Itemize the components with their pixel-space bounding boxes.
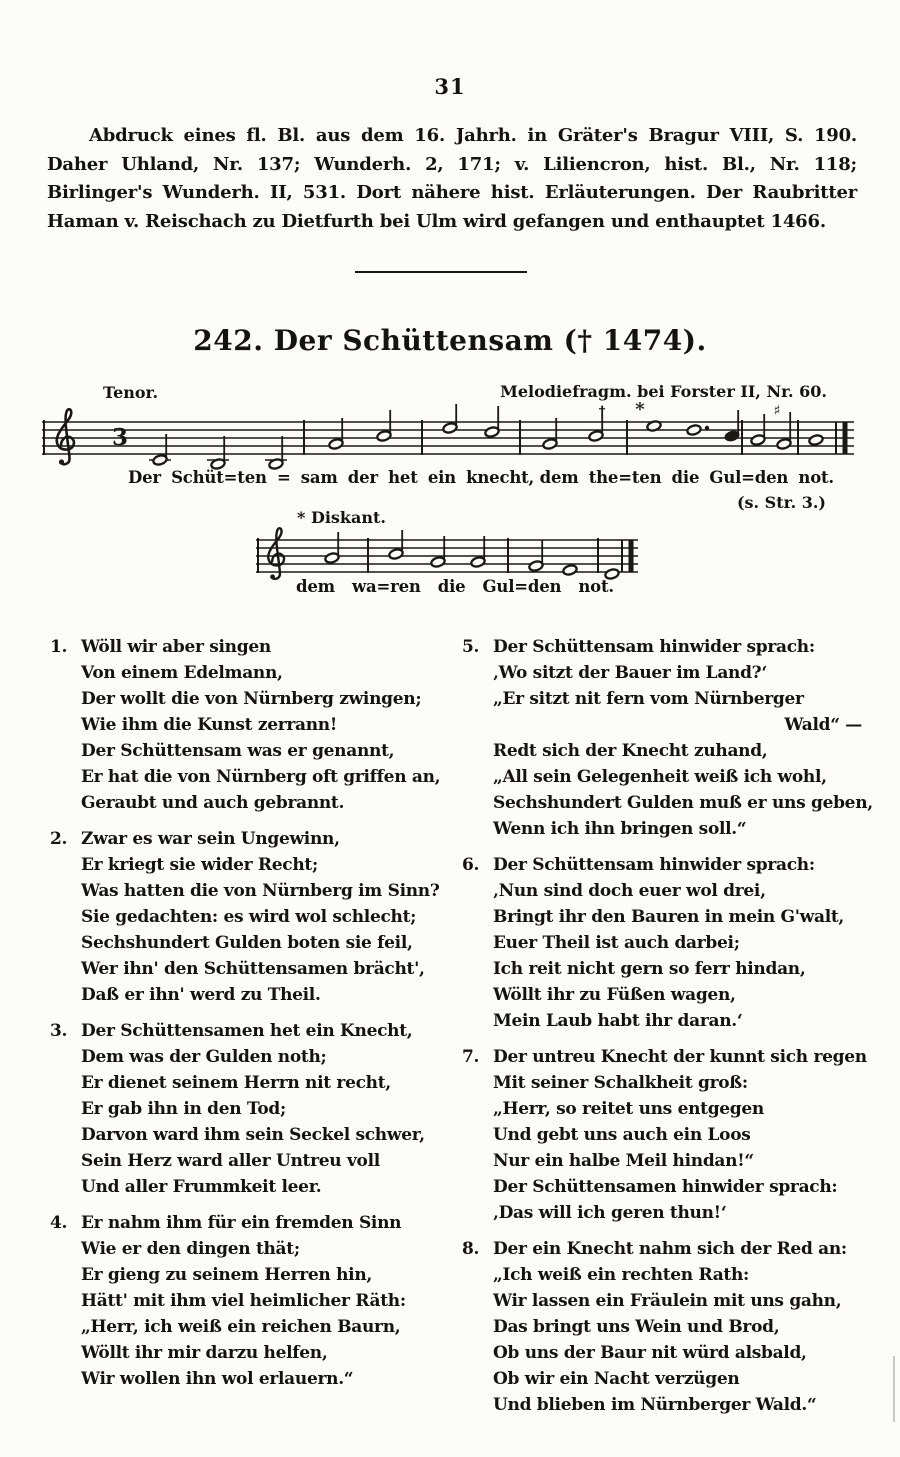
note — [808, 434, 823, 446]
verse-line: Und blieben im Nürnberger Wald.“ — [493, 1395, 817, 1415]
verse-line: ‚Das will ich geren thun!‘ — [493, 1203, 727, 1223]
verse-line: Wie ihm die Kunst zerrann! — [81, 715, 338, 735]
lyric-syllable: die — [671, 468, 700, 487]
half-notehead — [388, 548, 403, 560]
verse-line: Der untreu Knecht der kunnt sich regen — [493, 1047, 867, 1067]
scan-artifact-line — [893, 1356, 895, 1422]
verse-line: Sein Herz ward aller Untreu voll — [81, 1151, 380, 1171]
lyric-syllable: Gul=den — [482, 577, 562, 596]
half-notehead — [376, 430, 391, 442]
verse-number: 6. — [462, 855, 480, 875]
note — [430, 536, 445, 568]
verse-line: Redt sich der Knecht zuhand, — [493, 741, 768, 761]
verse-line: Wie er den dingen thät; — [81, 1239, 300, 1259]
verse-number: 2. — [50, 829, 68, 849]
note — [388, 530, 403, 560]
lyric-syllable: sam — [300, 468, 338, 487]
verse-line: Er gieng zu seinem Herren hin, — [81, 1265, 372, 1285]
verse-stanza — [50, 1018, 458, 1200]
final-barline-thick — [629, 540, 634, 572]
half-notehead — [328, 438, 343, 450]
verse-line: Was hatten die von Nürnberg im Sinn? — [81, 881, 440, 901]
time-signature: 3 — [111, 424, 129, 451]
source-note-paragraph: Abdruck eines fl. Bl. aus dem 16. Jahrh. in Gräter's Bragur VIII, S. 190. Daher Uhland, Nr. 137; Wunderh. 2, 171; v. Liliencron, hist. Bl., Nr. 118; Birlinger's Wunderh. II, 531. Dort nähere hist. Erläuterungen. Der Raubritter Haman v. Reischach zu Dietfurth bei Ulm wird gefangen und enthauptet 1466. — [47, 125, 857, 232]
lyric-syllable: not. — [798, 468, 834, 487]
verse-line: Er nahm ihm für ein fremden Sinn — [81, 1213, 402, 1233]
verse-line: Wöllt ihr zu Füßen wagen, — [493, 985, 736, 1005]
verse-line: Zwar es war sein Ungewinn, — [81, 829, 340, 849]
verse-line: Ob wir ein Nacht verzügen — [493, 1369, 740, 1389]
half-notehead — [528, 560, 543, 572]
lyric-syllable: the=ten — [588, 468, 662, 487]
verse-line: Von einem Edelmann, — [81, 663, 283, 683]
lyric-syllable: not. — [578, 577, 614, 596]
verse-line: Darvon ward ihm sein Seckel schwer, — [81, 1125, 425, 1145]
verse-stanza — [50, 634, 458, 816]
lyric-syllable: Gul=den — [709, 468, 789, 487]
verse-line: Er kriegt sie wider Recht; — [81, 855, 318, 875]
verse-line: Geraubt und auch gebrannt. — [81, 793, 345, 813]
verse-line: Der Schüttensam hinwider sprach: — [493, 637, 815, 657]
verse-line: Mein Laub habt ihr daran.‘ — [493, 1011, 743, 1031]
verse-line: Wir lassen ein Fräulein mit uns gahn, — [493, 1291, 842, 1311]
verse-line: Daß er ihn' werd zu Theil. — [81, 985, 321, 1005]
verse-line: Wöll wir aber singen — [81, 637, 271, 657]
melody-source-label: Melodiefragm. bei Forster II, Nr. 60. — [500, 382, 827, 401]
diskant-staff-lyrics — [296, 577, 614, 596]
verse-number: 1. — [50, 637, 68, 657]
verse-line: Wenn ich ihn bringen soll.“ — [493, 819, 747, 839]
lyric-syllable: knecht, dem — [466, 468, 579, 487]
verse-line: Und aller Frummkeit leer. — [81, 1177, 322, 1197]
verse-line: Bringt ihr den Bauren in mein G'walt, — [493, 907, 845, 927]
verse-line: Der Schüttensam hinwider sprach: — [493, 855, 815, 875]
lyric-syllable: die — [437, 577, 466, 596]
half-notehead — [750, 434, 765, 446]
verse-line: Der Schüttensam was er genannt, — [81, 741, 395, 761]
note — [724, 410, 739, 442]
note — [542, 418, 557, 450]
section-divider-rule — [355, 271, 527, 273]
verse-line: „Herr, so reitet uns entgegen — [493, 1099, 764, 1119]
half-notehead — [562, 564, 577, 576]
verse-line: „All sein Gelegenheit weiß ich wohl, — [493, 767, 827, 787]
verse-line: ‚Wo sitzt der Bauer im Land?‘ — [493, 663, 767, 683]
verse-line: „Er sitzt nit fern vom Nürnberger — [493, 689, 804, 709]
verse-line: Mit seiner Schalkheit groß: — [493, 1073, 748, 1093]
lyric-syllable: wa=ren — [351, 577, 421, 596]
stanza-reference: (s. Str. 3.) — [736, 493, 826, 512]
verse-line: Der Schüttensamen het ein Knecht, — [81, 1021, 413, 1041]
verse-line: Sie gedachten: es wird wol schlecht; — [81, 907, 417, 927]
verse-stanza — [462, 852, 862, 1034]
verse-line: „Ich weiß ein rechten Rath: — [493, 1265, 750, 1285]
verse-stanza — [462, 1236, 862, 1418]
staff-annotation: † — [598, 404, 606, 419]
voice-label-diskant: * Diskant. — [297, 508, 386, 527]
half-notehead — [776, 438, 791, 450]
verse-line: Und gebt uns auch ein Loos — [493, 1125, 751, 1145]
note — [207, 436, 229, 470]
half-notehead — [588, 430, 603, 442]
verse-line: Ich reit nicht gern so ferr hindan, — [493, 959, 806, 979]
verse-number: 3. — [50, 1021, 68, 1041]
final-barline-thick — [843, 422, 848, 454]
half-notehead — [542, 438, 557, 450]
quarter-notehead — [724, 430, 739, 442]
note — [470, 536, 485, 568]
song-title: 242. Der Schüttensam († 1474). — [193, 324, 707, 357]
verse-line: Dem was der Gulden noth; — [81, 1047, 327, 1067]
note — [265, 436, 287, 470]
augmentation-dot — [705, 426, 709, 430]
verse-stanza — [462, 1044, 867, 1226]
lyric-syllable: het — [388, 468, 418, 487]
lyric-syllable: Schüt=ten — [171, 468, 267, 487]
lyric-syllable: dem — [296, 577, 335, 596]
verse-line: Sechshundert Gulden boten sie feil, — [81, 933, 413, 953]
note — [149, 434, 171, 466]
verse-line: Er hat die von Nürnberg oft griffen an, — [81, 767, 441, 787]
voice-label-tenor: Tenor. — [103, 383, 159, 402]
half-notehead — [430, 556, 445, 568]
verse-number: 5. — [462, 637, 480, 657]
staff-annotation: * — [635, 399, 645, 420]
verse-line: Der Schüttensamen hinwider sprach: — [493, 1177, 838, 1197]
tenor-staff-lyrics — [128, 468, 834, 487]
verse-line: „Herr, ich weiß ein reichen Baurn, — [81, 1317, 401, 1337]
half-notehead — [152, 454, 167, 466]
page-number: 31 — [434, 74, 466, 99]
verse-line: Nur ein halbe Meil hindan!“ — [493, 1151, 754, 1171]
verse-column-left — [50, 634, 458, 1402]
note — [562, 564, 577, 576]
half-notehead — [686, 424, 701, 436]
note — [328, 418, 343, 450]
lyric-syllable: ein — [427, 468, 456, 487]
treble-clef-icon — [57, 409, 74, 464]
lyric-syllable: Der — [128, 468, 161, 487]
verse-line: ‚Nun sind doch euer wol drei, — [493, 881, 766, 901]
verse-column-right — [462, 634, 873, 1428]
note — [376, 410, 391, 442]
verse-number: 8. — [462, 1239, 480, 1259]
verse-line: Sechshundert Gulden muß er uns geben, — [493, 793, 873, 813]
staff-annotation: ♯ — [773, 403, 781, 419]
note — [442, 404, 457, 434]
verse-line: Das bringt uns Wein und Brod, — [493, 1317, 780, 1337]
lyric-syllable: der — [347, 468, 378, 487]
verse-line: Der wollt die von Nürnberg zwingen; — [81, 689, 422, 709]
verse-line: Wald“ — — [784, 715, 862, 735]
half-notehead — [442, 422, 457, 434]
verse-line: Ob uns der Baur nit würd alsbald, — [493, 1343, 807, 1363]
verse-line: Euer Theil ist auch darbei; — [493, 933, 740, 953]
lyric-syllable: = — [276, 468, 291, 487]
verse-line: Wir wollen ihn wol erlauern.“ — [81, 1369, 354, 1389]
verse-stanza — [50, 1210, 458, 1392]
verse-number: 4. — [50, 1213, 68, 1233]
verse-line: Hätt' mit ihm viel heimlicher Räth: — [81, 1291, 406, 1311]
verse-line: Wer ihn' den Schüttensamen brächt', — [81, 959, 425, 979]
half-notehead — [470, 556, 485, 568]
half-notehead — [324, 552, 339, 564]
verse-line: Wöllt ihr mir darzu helfen, — [81, 1343, 328, 1363]
verse-line: Er dienet seinem Herrn nit recht, — [81, 1073, 391, 1093]
verse-line: Er gab ihn in den Tod; — [81, 1099, 286, 1119]
verse-line: Der ein Knecht nahm sich der Red an: — [493, 1239, 847, 1259]
verse-stanza — [50, 826, 458, 1008]
half-notehead — [484, 426, 499, 438]
half-notehead — [808, 434, 823, 446]
verse-number: 7. — [462, 1047, 480, 1067]
verse-stanza — [462, 634, 873, 842]
